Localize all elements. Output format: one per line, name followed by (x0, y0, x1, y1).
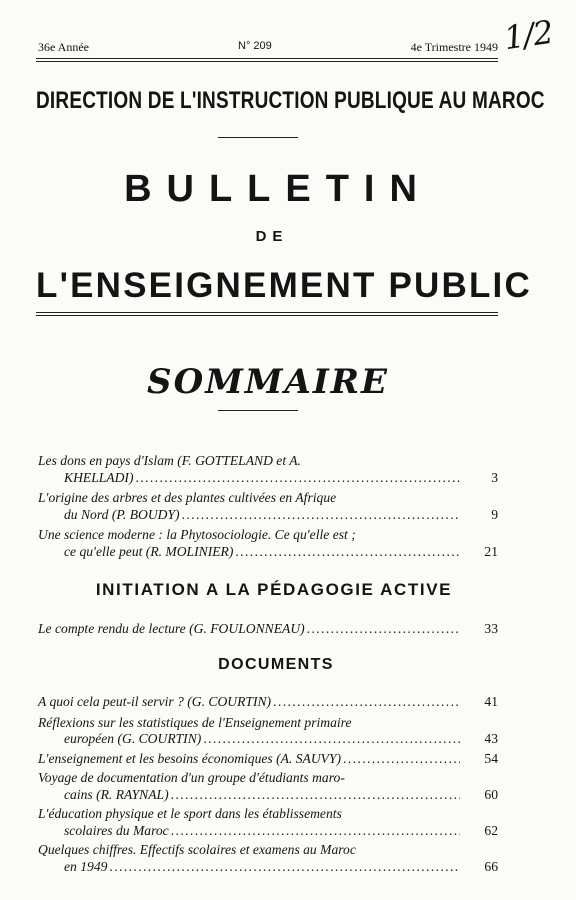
leader-dots (203, 731, 460, 748)
toc-page-number: 54 (484, 750, 498, 766)
toc-entry-line2: scolaires du Maroc (64, 822, 169, 838)
initiation-heading: INITIATION A LA PÉDAGOGIE ACTIVE (95, 580, 453, 599)
toc-entry-line1: Une science moderne : la Phytosociologie. Ce qu'elle est ; (38, 527, 356, 542)
toc-entry-line1: L'éducation physique et le sport dans les établissements (38, 806, 342, 821)
toc-entry[interactable] (38, 751, 498, 768)
year-label: 36e Année (38, 40, 89, 54)
enseignement-title: L'ENSEIGNEMENT PUBLIC (36, 266, 532, 305)
toc-entry-line2: ce qu'elle peut (R. MOLINIER) (64, 544, 234, 559)
leader-dots (171, 787, 460, 804)
leader-dots (343, 751, 460, 768)
bulletin-title: BULLETIN (124, 168, 432, 210)
toc-entry-line1: Voyage de documentation d'un groupe d'étudiants maro- (38, 770, 345, 785)
toc-entry-text: Le compte rendu de lecture (G. FOULONNEAU) (38, 621, 305, 636)
toc-page-number: 62 (484, 822, 498, 838)
leader-dots (235, 543, 460, 560)
direction-title: DIRECTION DE L'INSTRUCTION PUBLIQUE AU MAROC (36, 88, 545, 115)
toc-page-number: 60 (484, 786, 498, 802)
toc-entry[interactable] (38, 526, 498, 560)
header-rule (36, 58, 498, 62)
sommaire-list (38, 452, 498, 560)
toc-page-number: 9 (491, 507, 498, 522)
toc-entry-line2: KHELLADI) (64, 470, 134, 485)
documents-heading: DOCUMENTS (218, 656, 334, 673)
leader-dots (109, 859, 460, 876)
toc-entry[interactable] (38, 715, 498, 748)
header-band (38, 40, 498, 56)
sommaire-title: SOMMAIRE (147, 362, 389, 402)
toc-entry[interactable] (38, 452, 498, 486)
leader-dots (307, 620, 460, 637)
toc-entry-line1: Réflexions sur les statistiques de l'Enseignement primaire (38, 714, 352, 730)
toc-entry-line2: du Nord (P. BOUDY) (64, 507, 180, 522)
toc-entry-line1: Quelques chiffres. Effectifs scolaires et examens au Maroc (38, 842, 356, 857)
divider-short-2 (218, 410, 298, 411)
documents-list (38, 694, 498, 875)
masthead-rule (36, 312, 498, 316)
trimester-label: 4e Trimestre 1949 (410, 40, 498, 54)
toc-entry-line2: cains (R. RAYNAL) (64, 786, 169, 802)
toc-entry[interactable] (38, 842, 498, 875)
leader-dots (273, 694, 460, 711)
toc-page-number: 66 (484, 858, 498, 874)
toc-entry-line1: L'origine des arbres et des plantes cultivées en Afrique (38, 490, 337, 505)
toc-page-number: 33 (484, 621, 498, 636)
toc-page-number: 3 (491, 470, 498, 485)
toc-entry-line2: en 1949 (64, 858, 108, 874)
initiation-list (38, 620, 498, 637)
toc-entry-text: L'enseignement et les besoins économiques (A. SAUVY) (38, 750, 342, 766)
toc-entry-text: A quoi cela peut-il servir ? (G. COURTIN) (38, 694, 272, 709)
toc-page-number: 43 (484, 731, 498, 746)
de-label: DE (255, 228, 289, 245)
toc-entry-line2: européen (G. COURTIN) (64, 731, 202, 746)
handwritten-note: 1/2 (501, 12, 555, 58)
toc-entry[interactable] (38, 489, 498, 523)
toc-entry-line1: Les dons en pays d'Islam (F. GOTTELAND et A. (38, 453, 301, 468)
divider-short (218, 137, 298, 138)
leader-dots (171, 823, 460, 840)
toc-page-number: 21 (484, 544, 498, 559)
toc-entry[interactable] (38, 620, 498, 637)
toc-entry[interactable] (38, 694, 498, 711)
leader-dots (135, 469, 460, 486)
leader-dots (182, 506, 460, 523)
toc-page-number: 41 (484, 694, 498, 709)
toc-entry[interactable] (38, 770, 498, 803)
issue-number: N° 209 (238, 40, 272, 52)
toc-entry[interactable] (38, 806, 498, 839)
